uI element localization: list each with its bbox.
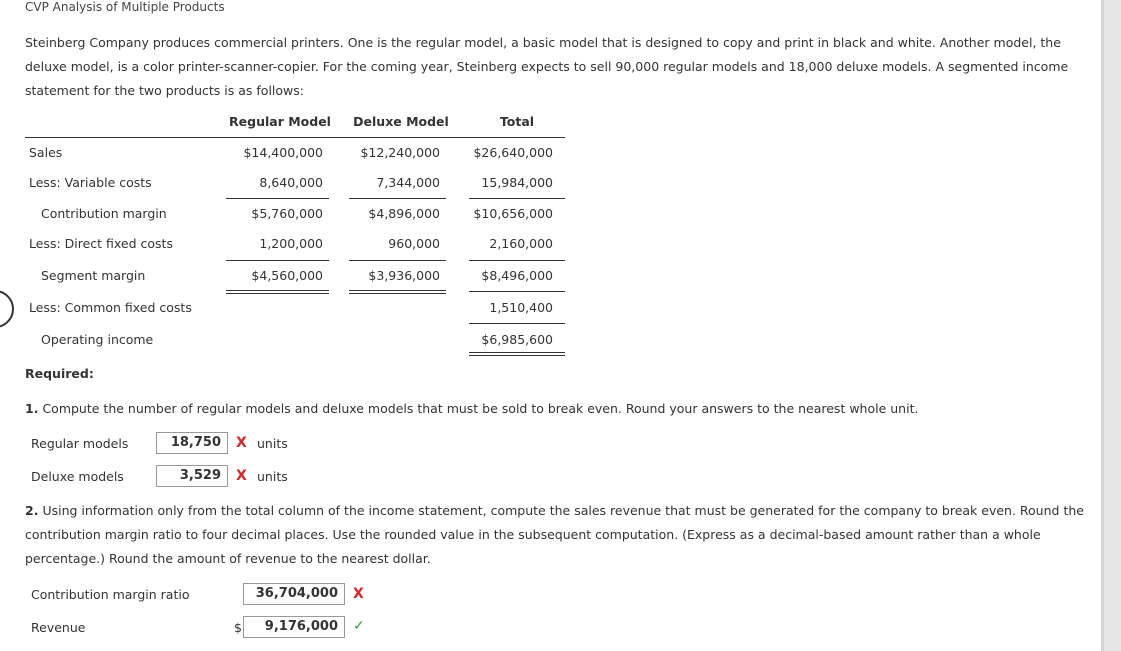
double-rule bbox=[469, 352, 565, 356]
deluxe-models-input[interactable]: 3,529 bbox=[156, 465, 228, 487]
revenue-input[interactable]: 9,176,000 bbox=[243, 616, 345, 638]
cell-regular: 8,640,000 bbox=[259, 175, 323, 190]
cell-deluxe: $12,240,000 bbox=[360, 145, 440, 160]
cell-deluxe: 7,344,000 bbox=[376, 175, 440, 190]
cell-deluxe: $4,896,000 bbox=[368, 206, 440, 221]
row-label-sales: Sales bbox=[29, 145, 63, 160]
header-regular-model: Regular Model bbox=[229, 114, 331, 129]
cell-total: $6,985,600 bbox=[481, 332, 553, 347]
subtotal-rule bbox=[469, 323, 565, 324]
header-deluxe-model: Deluxe Model bbox=[353, 114, 449, 129]
cell-total: 15,984,000 bbox=[481, 175, 553, 190]
incorrect-icon: X bbox=[236, 435, 247, 451]
subtotal-rule bbox=[469, 260, 565, 261]
subtotal-rule bbox=[349, 260, 446, 261]
side-marker-icon bbox=[0, 290, 14, 328]
page-title: CVP Analysis of Multiple Products bbox=[25, 0, 225, 14]
header-total: Total bbox=[499, 114, 535, 129]
cell-total: 2,160,000 bbox=[489, 236, 553, 251]
header-rule bbox=[25, 137, 565, 138]
cell-total: 1,510,400 bbox=[489, 300, 553, 315]
subtotal-rule bbox=[226, 260, 329, 261]
row-label-operating-income: Operating income bbox=[41, 332, 154, 347]
double-rule bbox=[226, 290, 329, 294]
problem-intro: Steinberg Company produces commercial printers. One is the regular model, a basic model that is designed to copy and print in black and white. Another model, the deluxe model, is a color printer-scanner-copier. For the coming year, Steinberg expects to sell 90,000 regular models and 18,000 deluxe models. A segmented income statement for the two products is as follows: bbox=[25, 35, 1069, 98]
regular-models-label: Regular models bbox=[31, 436, 129, 451]
correct-check-icon: ✓ bbox=[353, 618, 365, 634]
scrollbar[interactable] bbox=[1101, 0, 1121, 651]
cell-regular: $5,760,000 bbox=[251, 206, 323, 221]
subtotal-rule bbox=[349, 198, 446, 199]
cell-deluxe: 960,000 bbox=[388, 236, 440, 251]
question-2 bbox=[25, 499, 1100, 571]
cm-ratio-label: Contribution margin ratio bbox=[31, 587, 190, 602]
cell-regular: $14,400,000 bbox=[243, 145, 323, 160]
regular-models-unit: units bbox=[257, 436, 288, 451]
question-1 bbox=[25, 401, 918, 416]
deluxe-models-label: Deluxe models bbox=[31, 469, 124, 484]
incorrect-icon: X bbox=[236, 468, 247, 484]
cell-deluxe: $3,936,000 bbox=[368, 268, 440, 283]
cell-total: $10,656,000 bbox=[473, 206, 553, 221]
cell-total: $26,640,000 bbox=[473, 145, 553, 160]
double-rule bbox=[349, 290, 446, 294]
cm-ratio-input[interactable]: 36,704,000 bbox=[243, 583, 345, 605]
subtotal-rule bbox=[469, 198, 565, 199]
revenue-currency: $ bbox=[234, 620, 242, 635]
question-number: 2. bbox=[25, 503, 39, 518]
revenue-label: Revenue bbox=[31, 620, 86, 635]
cell-regular: 1,200,000 bbox=[259, 236, 323, 251]
row-label-direct-fixed-costs: Less: Direct fixed costs bbox=[29, 236, 173, 251]
subtotal-rule bbox=[469, 291, 565, 292]
question-number: 1. bbox=[25, 401, 39, 416]
question-text: Compute the number of regular models and deluxe models that must be sold to break even. Round your answers to the nearest whole unit. bbox=[42, 401, 919, 416]
cell-regular: $4,560,000 bbox=[251, 268, 323, 283]
row-label-common-fixed-costs: Less: Common fixed costs bbox=[29, 300, 192, 315]
subtotal-rule bbox=[226, 198, 329, 199]
regular-models-input[interactable]: 18,750 bbox=[156, 432, 228, 454]
deluxe-models-unit: units bbox=[257, 469, 288, 484]
required-heading: Required: bbox=[25, 366, 94, 381]
row-label-segment-margin: Segment margin bbox=[41, 268, 146, 283]
question-text: Using information only from the total column of the income statement, compute the sales revenue that must be generated for the company to break even. Round the contribution margin ratio to four decimal places. Use the rounded value in the subsequent computation. (Express as a decimal-based amount rather than a whole percentage.) Round the amount of revenue to the nearest dollar. bbox=[25, 503, 1084, 566]
row-label-contribution-margin: Contribution margin bbox=[41, 206, 167, 221]
incorrect-icon: X bbox=[353, 586, 364, 602]
row-label-variable-costs: Less: Variable costs bbox=[29, 175, 152, 190]
cell-total: $8,496,000 bbox=[481, 268, 553, 283]
